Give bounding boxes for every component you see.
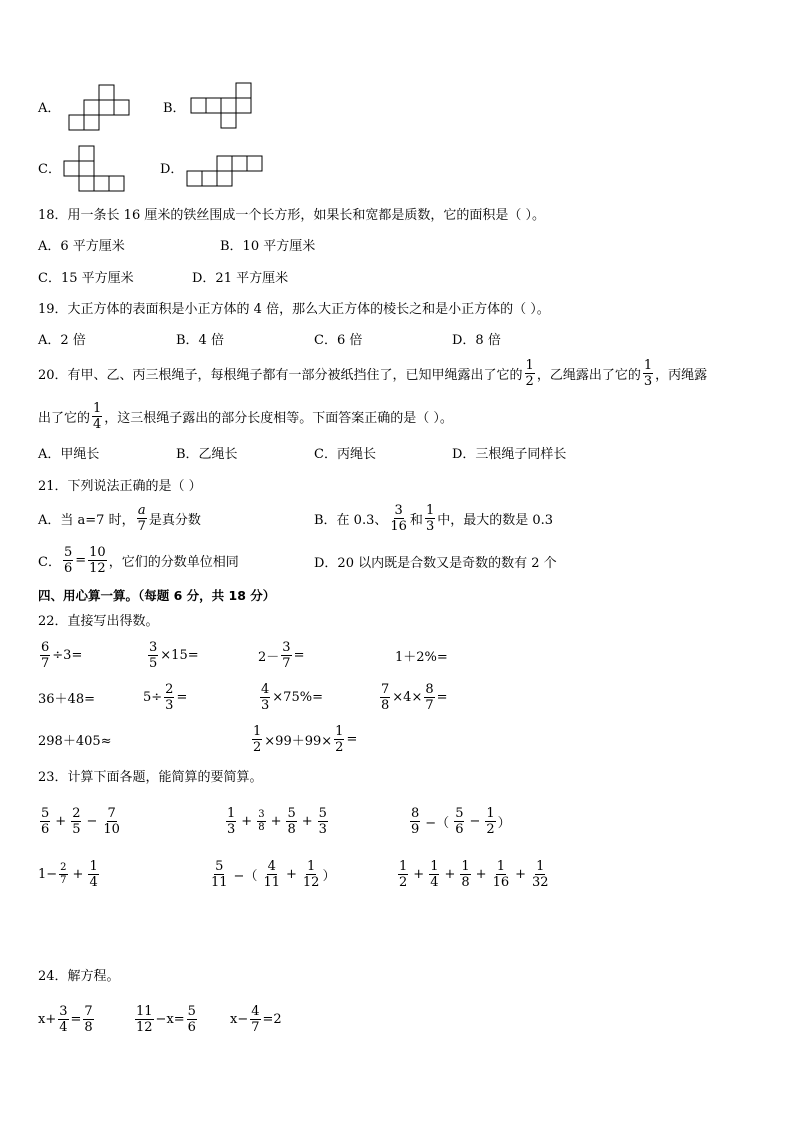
q21-c-equals: = [75, 553, 87, 568]
section-4-heading: 四、用心算一算。（每题 6 分，共 18 分） [38, 588, 276, 603]
q21-b-text-3: 中，最大的数是 0.3 [437, 513, 554, 528]
cube-net-c-figure [64, 146, 126, 192]
q24-e1-text: x+ [38, 1012, 57, 1027]
q23-e6-f4: $\frac{1}{16}$ [492, 859, 510, 890]
q22-stem: 22．直接写出得数。 [38, 614, 159, 629]
q20-text-3: ，丙绳露 [655, 368, 708, 383]
q22-r2c4 [378, 682, 448, 713]
q23-e2-f2: $\frac{3}{8}$ [258, 809, 265, 833]
q23-e2-f3: $\frac{5}{8}$ [287, 806, 296, 837]
q23-expr-4 [38, 859, 101, 890]
q23-e3-op2: − [469, 814, 481, 829]
q24-eq-3 [230, 1004, 282, 1035]
q21-a-text: A．当 a=7 时， [38, 513, 135, 528]
q20-text-5: ，这三根绳子露出的部分长度相等。下面答案正确的是（ ）。 [104, 411, 453, 426]
q23-e3-f2: $\frac{5}{6}$ [455, 806, 464, 837]
q23-e6-op1: + [413, 867, 425, 882]
q21-b-fraction-2: $\frac{1}{3}$ [425, 503, 435, 534]
q24-e3-text: x− [230, 1012, 249, 1027]
q23-e2-op1: + [241, 814, 253, 829]
cube-net-b-figure [191, 83, 253, 129]
q22-r3c3-text-2: = [346, 732, 358, 747]
q20-line1 [38, 358, 707, 389]
q22-r2c2-text-2: = [176, 690, 188, 705]
q22-r1c3-text: 2－ [258, 650, 280, 665]
q22-r3c3-fraction-2: $\frac{1}{2}$ [335, 724, 344, 755]
q22-r2c4-fraction-2: $\frac{8}{7}$ [425, 682, 434, 713]
q23-e5-f2: $\frac{4}{11}$ [263, 859, 280, 890]
q22-r2c2-fraction: $\frac{2}{3}$ [165, 682, 174, 713]
q23-e2-f1: $\frac{1}{3}$ [227, 806, 236, 837]
q21-option-b [314, 503, 553, 534]
q20-option-a: A．甲绳长 [38, 447, 100, 462]
q22-r2c2 [143, 682, 187, 713]
q20-option-d: D．三根绳子同样长 [452, 447, 567, 462]
q23-e6-op4: + [515, 867, 527, 882]
cube-net-a-figure [68, 85, 130, 131]
q21-stem: 21．下列说法正确的是（ ） [38, 479, 202, 494]
q22-r2c4-text-2: = [436, 690, 448, 705]
q18-option-b: B．10 平方厘米 [220, 239, 316, 254]
q21-option-d: D．20 以内既是合数又是奇数的数有 2 个 [314, 556, 557, 571]
q22-r1c2-fraction: $\frac{3}{5}$ [149, 640, 158, 671]
q23-e6-f3: $\frac{1}{8}$ [461, 859, 470, 890]
q23-e4-f1: $\frac{2}{7}$ [60, 862, 67, 886]
q24-eq-1 [38, 1004, 96, 1035]
q17-option-b-label: B． [163, 101, 186, 116]
q21-b-text: B．在 0.3、 [314, 513, 388, 528]
q22-r3c3-fraction-1: $\frac{1}{2}$ [253, 724, 262, 755]
q22-r2c2-text: 5÷ [143, 690, 163, 705]
q23-e2-op3: + [301, 814, 313, 829]
q23-expr-6 [396, 859, 552, 890]
q22-r2c3-fraction: $\frac{4}{3}$ [261, 682, 270, 713]
q23-e1-f3: $\frac{7}{10}$ [103, 806, 120, 837]
q23-expr-5 [208, 859, 335, 890]
q22-r3c3 [250, 724, 357, 755]
q22-r1c2 [146, 640, 199, 671]
q22-r1c1-text: ÷3= [52, 648, 83, 663]
q21-a-text-2: 是真分数 [148, 513, 201, 528]
q23-e2-op2: + [270, 814, 282, 829]
q19-option-a: A．2 倍 [38, 333, 86, 348]
q23-e3-f1: $\frac{8}{9}$ [411, 806, 420, 837]
q23-expr-2 [224, 806, 330, 837]
q18-option-c: C．15 平方厘米 [38, 271, 134, 286]
q18-option-d: D．21 平方厘米 [192, 271, 289, 286]
q22-r2c3 [258, 682, 323, 713]
q21-a-fraction: $\frac{a}{7}$ [137, 503, 146, 534]
q22-r1c3-fraction: $\frac{3}{7}$ [282, 640, 291, 671]
q21-b-text-2: 和 [409, 513, 423, 528]
q21-c-text: C． [38, 555, 61, 570]
q23-e4-f2: $\frac{1}{4}$ [89, 859, 98, 890]
q24-e1-equals: = [70, 1012, 82, 1027]
q21-c-text-2: ，它们的分数单位相同 [108, 555, 239, 570]
q21-c-fraction-1: $\frac{5}{6}$ [63, 545, 73, 576]
q20-line2 [38, 401, 453, 432]
q24-e3-text-2: =2 [262, 1012, 282, 1027]
q20-option-b: B．乙绳长 [176, 447, 238, 462]
q22-r3c3-text: ×99＋99× [264, 734, 333, 749]
q24-eq-2 [133, 1004, 199, 1035]
cube-net-d-figure [187, 156, 263, 188]
q17-option-d-label: D． [160, 162, 184, 177]
q22-r3c1: 298＋405≈ [38, 734, 112, 749]
q20-fraction-2: $\frac{1}{3}$ [643, 358, 653, 389]
q23-e1-op2: − [86, 814, 98, 829]
q23-e4-op1: + [72, 867, 84, 882]
q20-text-1: 20．有甲、乙、丙三根绳子，每根绳子都有一部分被纸挡住了，已知甲绳露出了它的 [38, 368, 523, 383]
q20-option-c: C．丙绳长 [314, 447, 376, 462]
q19-option-b: B．4 倍 [176, 333, 224, 348]
q18-option-a: A．6 平方厘米 [38, 239, 125, 254]
q22-r1c1 [38, 640, 82, 671]
q20-text-4: 出了它的 [38, 411, 91, 426]
q24-e2-f1: $\frac{11}{12}$ [136, 1004, 153, 1035]
q19-option-c: C．6 倍 [314, 333, 363, 348]
q24-e3-f1: $\frac{4}{7}$ [251, 1004, 260, 1035]
q23-e5-op3: ） [322, 869, 336, 884]
q21-option-c [38, 545, 239, 576]
q23-stem: 23．计算下面各题，能简算的要简算。 [38, 770, 263, 785]
q24-e1-f1: $\frac{3}{4}$ [59, 1004, 68, 1035]
q22-r2c3-text: ×75%= [272, 690, 323, 705]
q23-e6-f2: $\frac{1}{4}$ [430, 859, 439, 890]
q23-e3-op1: −（ [425, 816, 450, 831]
q23-e3-op3: ） [497, 816, 511, 831]
q22-r2c1: 36＋48= [38, 692, 95, 707]
q23-expr-3 [408, 806, 511, 837]
q23-e5-f1: $\frac{5}{11}$ [211, 859, 228, 890]
q19-stem: 19．大正方体的表面积是小正方体的 4 倍，那么大正方体的棱长之和是小正方体的（ ）。 [38, 302, 550, 317]
q19-option-d: D．8 倍 [452, 333, 501, 348]
q21-c-fraction-2: $\frac{10}{12}$ [89, 545, 106, 576]
q22-r1c1-fraction: $\frac{6}{7}$ [41, 640, 50, 671]
q23-e1-op1: + [55, 814, 67, 829]
q24-stem: 24．解方程。 [38, 969, 120, 984]
q21-b-fraction-1: $\frac{3}{16}$ [390, 503, 407, 534]
q23-e1-f1: $\frac{5}{6}$ [41, 806, 50, 837]
q23-e5-op2: + [286, 867, 297, 882]
q23-e5-op1: −（ [233, 869, 258, 884]
q22-r1c4: 1＋2%= [395, 650, 448, 665]
q22-r1c2-text: ×15= [160, 648, 199, 663]
q24-e2-text: −x= [155, 1012, 185, 1027]
q24-e2-f2: $\frac{5}{6}$ [187, 1004, 196, 1035]
q22-r1c3-text-2: = [293, 648, 305, 663]
q23-e2-f4: $\frac{5}{3}$ [318, 806, 327, 837]
q22-r2c4-text: ×4× [392, 690, 423, 705]
q24-e1-f2: $\frac{7}{8}$ [84, 1004, 93, 1035]
q23-e6-f5: $\frac{1}{32}$ [532, 859, 549, 890]
q20-text-2: ，乙绳露出了它的 [536, 368, 641, 383]
q20-fraction-3: $\frac{1}{4}$ [93, 401, 102, 432]
q17-option-c-label: C． [38, 162, 61, 177]
q20-fraction-1: $\frac{1}{2}$ [525, 358, 534, 389]
q23-e6-op2: + [444, 867, 456, 882]
q17-option-a-label: A． [38, 101, 61, 116]
q21-option-a [38, 503, 201, 534]
q23-e1-f2: $\frac{2}{5}$ [72, 806, 81, 837]
q23-e6-f1: $\frac{1}{2}$ [399, 859, 408, 890]
q23-e6-op3: + [475, 867, 487, 882]
q23-expr-1 [38, 806, 123, 837]
q18-stem: 18．用一条长 16 厘米的铁丝围成一个长方形，如果长和宽都是质数，它的面积是（ ）。 [38, 208, 545, 223]
q22-r2c4-fraction-1: $\frac{7}{8}$ [381, 682, 390, 713]
q22-r1c3 [258, 640, 304, 671]
q23-e4-text: 1− [38, 867, 58, 882]
q23-e5-f3: $\frac{1}{12}$ [302, 859, 320, 890]
q23-e3-f3: $\frac{1}{2}$ [486, 806, 495, 837]
